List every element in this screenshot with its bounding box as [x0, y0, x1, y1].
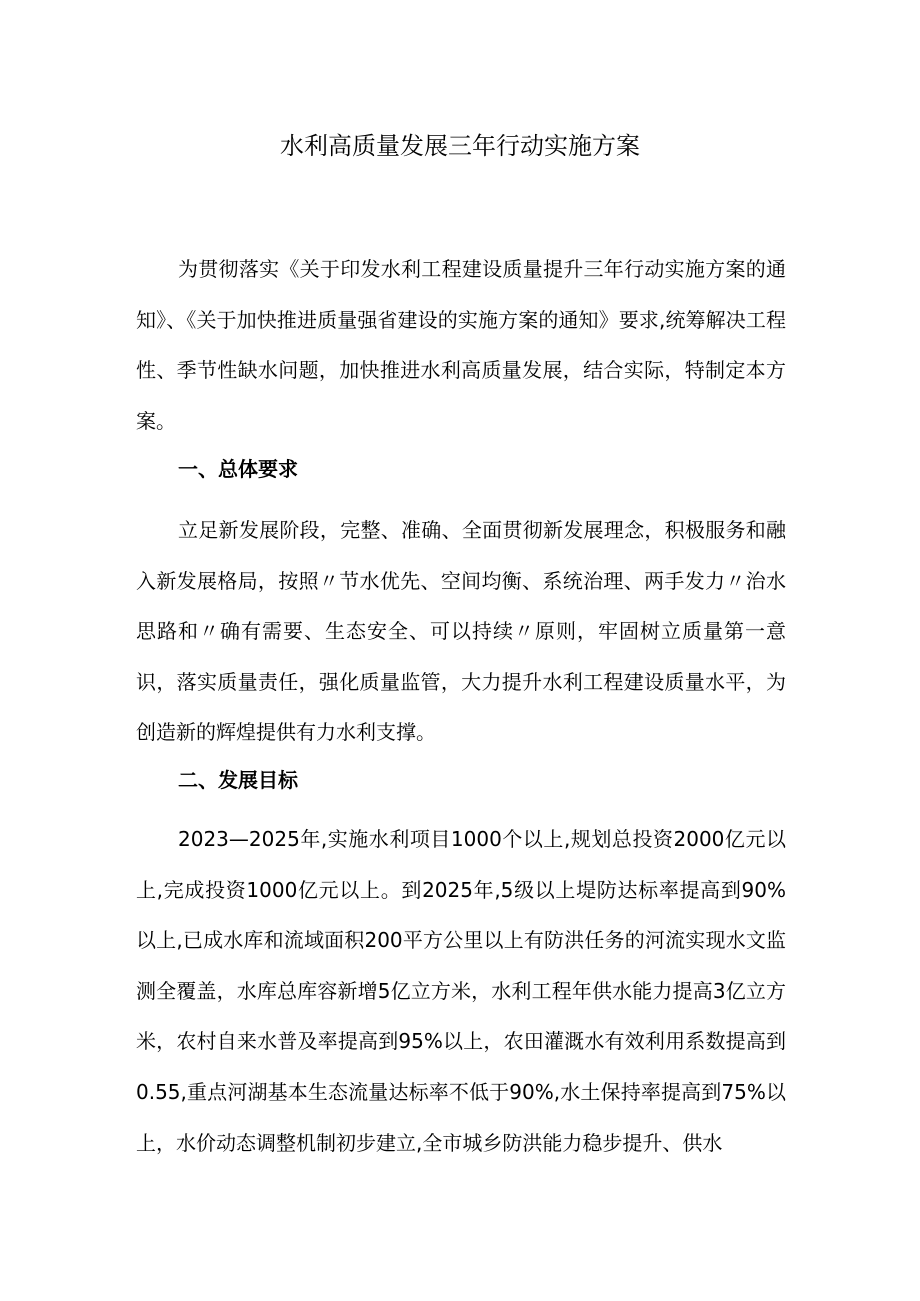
section-body-general-requirements: 立足新发展阶段，完整、准确、全面贯彻新发展理念，积极服务和融入新发展格局，按照〃节水优先、空间均衡、系统治理、两手发力〃治水思路和〃确有需要、生态安全、可以持续〃原则，牢固树立质量第一意识，落实质量责任，强化质量监管，大力提升水利工程建设质量水平，为创造新的辉煌提供有力水利支撑。 — [136, 518, 786, 745]
section-body-development-goals: 2023—2025年,实施水利项目1000个以上,规划总投资2000亿元以上,完成投资1000亿元以上。到2025年,5级以上堤防达标率提高到90%以上,已成水库和流域面积200平方公里以上有防洪任务的河流实现水文监测全覆盖，水库总库容新增5亿立方米，水利工程年供水能力提高3亿立方米，农村自来水普及率提高到95%以上，农田灌溉水有效利用系数提高到0.55,重点河湖基本生态流量达标率不低于90%,水土保持率提高到75%以上，水价动态调整机制初步建立,全市城乡防洪能力稳步提升、供水 — [136, 827, 786, 1155]
section-heading-development-goals: 二、发展目标 — [178, 768, 298, 792]
intro-paragraph: 为贯彻落实《关于印发水利工程建设质量提升三年行动实施方案的通知》、《关于加快推进质量强省建设的实施方案的通知》要求,统筹解决工程性、季节性缺水问题，加快推进水利高质量发展，结合实际，特制定本方案。 — [136, 257, 786, 433]
document-title: 水利高质量发展三年行动实施方案 — [280, 132, 640, 160]
section-heading-general-requirements: 一、总体要求 — [178, 457, 298, 481]
